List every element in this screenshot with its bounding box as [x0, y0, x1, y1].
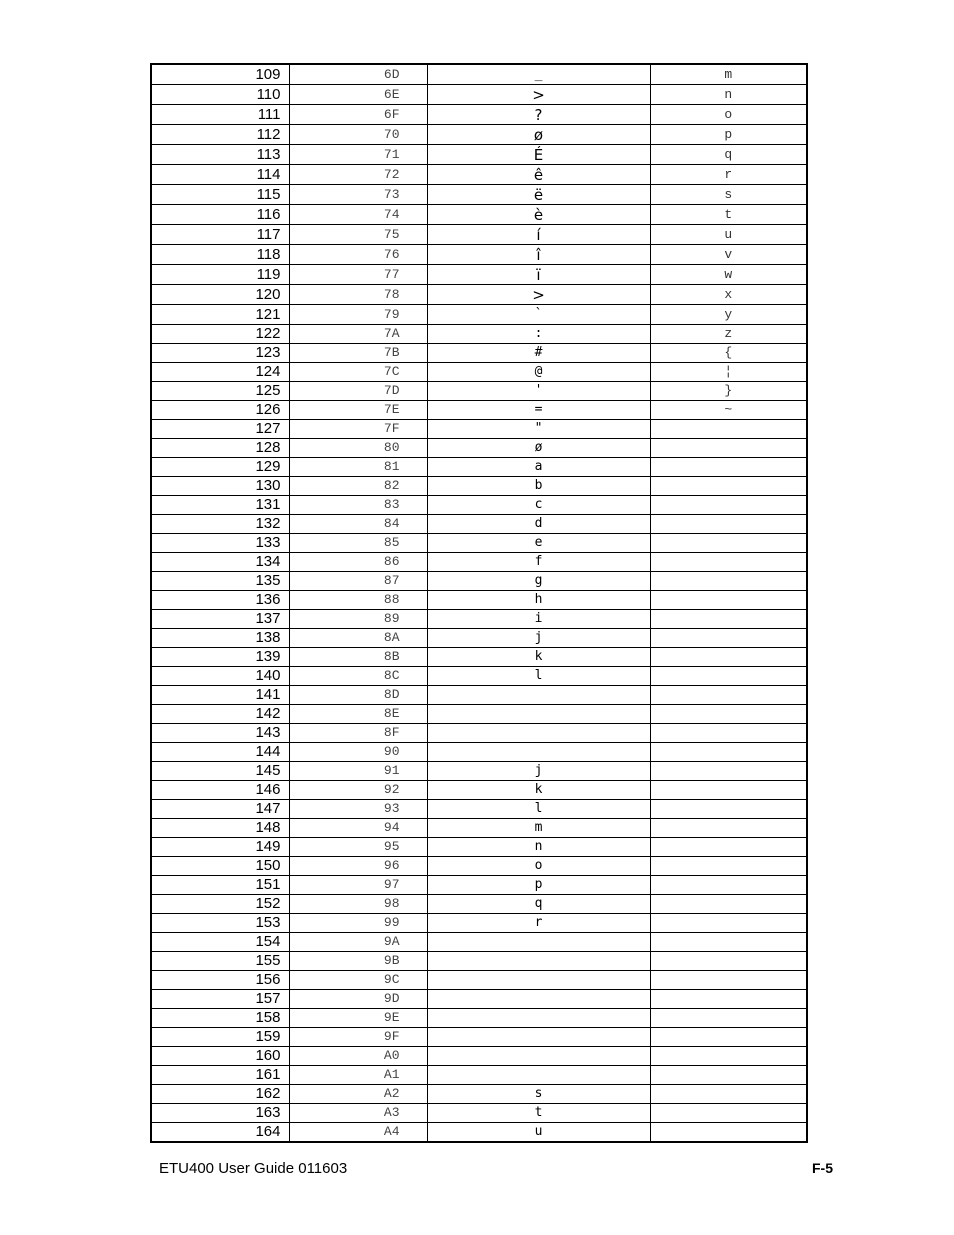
- decimal-cell: 141: [151, 686, 289, 705]
- hex-cell: A3: [289, 1104, 427, 1123]
- hex-cell: 7C: [289, 363, 427, 382]
- character-cell: h: [427, 591, 650, 610]
- character-cell: q: [427, 895, 650, 914]
- hex-cell: A0: [289, 1047, 427, 1066]
- decimal-cell: 161: [151, 1066, 289, 1085]
- character-cell: t: [427, 1104, 650, 1123]
- alt-character-cell: [650, 724, 807, 743]
- table-row: [151, 420, 807, 439]
- character-code-table: [150, 63, 808, 1143]
- character-cell: >: [427, 85, 650, 105]
- character-cell: [427, 724, 650, 743]
- alt-character-cell: }: [650, 382, 807, 401]
- hex-cell: 92: [289, 781, 427, 800]
- table-row: [151, 515, 807, 534]
- decimal-cell: 139: [151, 648, 289, 667]
- alt-character-cell: [650, 705, 807, 724]
- character-cell: [427, 933, 650, 952]
- character-cell: è: [427, 205, 650, 225]
- decimal-cell: 123: [151, 344, 289, 363]
- decimal-cell: 135: [151, 572, 289, 591]
- decimal-cell: 154: [151, 933, 289, 952]
- table-row: [151, 344, 807, 363]
- table-row: [151, 686, 807, 705]
- table-row: [151, 125, 807, 145]
- decimal-cell: 127: [151, 420, 289, 439]
- footer-document-title: ETU400 User Guide 011603: [159, 1160, 348, 1177]
- decimal-cell: 156: [151, 971, 289, 990]
- table-row: [151, 705, 807, 724]
- table-row: [151, 800, 807, 819]
- alt-character-cell: [650, 572, 807, 591]
- decimal-cell: 140: [151, 667, 289, 686]
- character-cell: _: [427, 64, 650, 85]
- table-row: [151, 382, 807, 401]
- character-cell: f: [427, 553, 650, 572]
- hex-cell: 8B: [289, 648, 427, 667]
- alt-character-cell: [650, 648, 807, 667]
- decimal-cell: 163: [151, 1104, 289, 1123]
- alt-character-cell: [650, 496, 807, 515]
- alt-character-cell: [650, 458, 807, 477]
- alt-character-cell: y: [650, 305, 807, 325]
- table-row: [151, 1104, 807, 1123]
- alt-character-cell: [650, 515, 807, 534]
- table-row: [151, 1009, 807, 1028]
- table-row: [151, 933, 807, 952]
- decimal-cell: 150: [151, 857, 289, 876]
- hex-cell: 6F: [289, 105, 427, 125]
- character-cell: [427, 686, 650, 705]
- decimal-cell: 151: [151, 876, 289, 895]
- decimal-cell: 160: [151, 1047, 289, 1066]
- alt-character-cell: [650, 895, 807, 914]
- hex-cell: A1: [289, 1066, 427, 1085]
- table-row: [151, 534, 807, 553]
- character-cell: @: [427, 363, 650, 382]
- footer-page-number: F-5: [812, 1160, 833, 1176]
- character-cell: e: [427, 534, 650, 553]
- decimal-cell: 125: [151, 382, 289, 401]
- table-row: [151, 305, 807, 325]
- hex-cell: 94: [289, 819, 427, 838]
- decimal-cell: 128: [151, 439, 289, 458]
- alt-character-cell: [650, 762, 807, 781]
- character-cell: ø: [427, 439, 650, 458]
- hex-cell: 77: [289, 265, 427, 285]
- character-cell: k: [427, 781, 650, 800]
- hex-cell: 83: [289, 496, 427, 515]
- character-cell: [427, 1028, 650, 1047]
- alt-character-cell: [650, 1028, 807, 1047]
- decimal-cell: 162: [151, 1085, 289, 1104]
- decimal-cell: 118: [151, 245, 289, 265]
- table-body: [151, 64, 807, 1142]
- character-cell: É: [427, 145, 650, 165]
- table-row: [151, 1123, 807, 1143]
- alt-character-cell: [650, 857, 807, 876]
- decimal-cell: 124: [151, 363, 289, 382]
- alt-character-cell: x: [650, 285, 807, 305]
- alt-character-cell: [650, 686, 807, 705]
- decimal-cell: 132: [151, 515, 289, 534]
- character-cell: g: [427, 572, 650, 591]
- alt-character-cell: [650, 838, 807, 857]
- hex-cell: 90: [289, 743, 427, 762]
- character-cell: ": [427, 420, 650, 439]
- character-cell: p: [427, 876, 650, 895]
- alt-character-cell: [650, 477, 807, 496]
- table-row: [151, 971, 807, 990]
- hex-cell: 9B: [289, 952, 427, 971]
- hex-cell: 6E: [289, 85, 427, 105]
- decimal-cell: 116: [151, 205, 289, 225]
- table-row: [151, 1047, 807, 1066]
- table-row: [151, 857, 807, 876]
- character-cell: =: [427, 401, 650, 420]
- character-cell: :: [427, 325, 650, 344]
- alt-character-cell: [650, 914, 807, 933]
- alt-character-cell: [650, 933, 807, 952]
- table-row: [151, 838, 807, 857]
- table-row: [151, 743, 807, 762]
- character-cell: >: [427, 285, 650, 305]
- decimal-cell: 149: [151, 838, 289, 857]
- decimal-cell: 143: [151, 724, 289, 743]
- table-row: [151, 145, 807, 165]
- table-row: [151, 1028, 807, 1047]
- decimal-cell: 122: [151, 325, 289, 344]
- hex-cell: 81: [289, 458, 427, 477]
- table-row: [151, 819, 807, 838]
- hex-cell: 8F: [289, 724, 427, 743]
- alt-character-cell: [650, 1104, 807, 1123]
- table-row: [151, 265, 807, 285]
- character-cell: [427, 705, 650, 724]
- table-row: [151, 363, 807, 382]
- decimal-cell: 136: [151, 591, 289, 610]
- character-cell: [427, 990, 650, 1009]
- alt-character-cell: [650, 819, 807, 838]
- character-cell: j: [427, 629, 650, 648]
- alt-character-cell: [650, 743, 807, 762]
- table-row: [151, 245, 807, 265]
- decimal-cell: 145: [151, 762, 289, 781]
- table-row: [151, 205, 807, 225]
- character-cell: d: [427, 515, 650, 534]
- table-row: [151, 85, 807, 105]
- alt-character-cell: z: [650, 325, 807, 344]
- character-cell: ': [427, 382, 650, 401]
- hex-cell: 91: [289, 762, 427, 781]
- character-cell: #: [427, 344, 650, 363]
- hex-cell: 7D: [289, 382, 427, 401]
- table-row: [151, 185, 807, 205]
- character-cell: î: [427, 245, 650, 265]
- decimal-cell: 112: [151, 125, 289, 145]
- character-cell: r: [427, 914, 650, 933]
- character-cell: c: [427, 496, 650, 515]
- character-cell: `: [427, 305, 650, 325]
- decimal-cell: 137: [151, 610, 289, 629]
- hex-cell: 96: [289, 857, 427, 876]
- alt-character-cell: [650, 971, 807, 990]
- hex-cell: 98: [289, 895, 427, 914]
- hex-cell: 9C: [289, 971, 427, 990]
- hex-cell: 85: [289, 534, 427, 553]
- alt-character-cell: {: [650, 344, 807, 363]
- alt-character-cell: [650, 420, 807, 439]
- alt-character-cell: ~: [650, 401, 807, 420]
- hex-cell: 9F: [289, 1028, 427, 1047]
- character-cell: [427, 952, 650, 971]
- character-cell: n: [427, 838, 650, 857]
- decimal-cell: 142: [151, 705, 289, 724]
- character-cell: [427, 1009, 650, 1028]
- decimal-cell: 158: [151, 1009, 289, 1028]
- alt-character-cell: s: [650, 185, 807, 205]
- hex-cell: 93: [289, 800, 427, 819]
- table-row: [151, 225, 807, 245]
- table-row: [151, 724, 807, 743]
- alt-character-cell: [650, 1123, 807, 1143]
- alt-character-cell: [650, 591, 807, 610]
- hex-cell: 80: [289, 439, 427, 458]
- decimal-cell: 134: [151, 553, 289, 572]
- character-cell: a: [427, 458, 650, 477]
- table-row: [151, 1066, 807, 1085]
- alt-character-cell: n: [650, 85, 807, 105]
- alt-character-cell: [650, 781, 807, 800]
- alt-character-cell: o: [650, 105, 807, 125]
- table-row: [151, 990, 807, 1009]
- hex-cell: 70: [289, 125, 427, 145]
- hex-cell: 87: [289, 572, 427, 591]
- hex-cell: 75: [289, 225, 427, 245]
- decimal-cell: 159: [151, 1028, 289, 1047]
- alt-character-cell: u: [650, 225, 807, 245]
- table-row: [151, 762, 807, 781]
- decimal-cell: 111: [151, 105, 289, 125]
- decimal-cell: 120: [151, 285, 289, 305]
- decimal-cell: 110: [151, 85, 289, 105]
- alt-character-cell: [650, 610, 807, 629]
- alt-character-cell: [650, 534, 807, 553]
- decimal-cell: 119: [151, 265, 289, 285]
- alt-character-cell: [650, 553, 807, 572]
- alt-character-cell: [650, 1066, 807, 1085]
- hex-cell: 86: [289, 553, 427, 572]
- hex-cell: 95: [289, 838, 427, 857]
- decimal-cell: 155: [151, 952, 289, 971]
- alt-character-cell: v: [650, 245, 807, 265]
- character-cell: i: [427, 610, 650, 629]
- table-row: [151, 667, 807, 686]
- character-cell: s: [427, 1085, 650, 1104]
- decimal-cell: 131: [151, 496, 289, 515]
- decimal-cell: 130: [151, 477, 289, 496]
- character-cell: [427, 1047, 650, 1066]
- hex-cell: 7F: [289, 420, 427, 439]
- table-row: [151, 439, 807, 458]
- table-row: [151, 1085, 807, 1104]
- character-cell: l: [427, 667, 650, 686]
- decimal-cell: 147: [151, 800, 289, 819]
- alt-character-cell: m: [650, 64, 807, 85]
- alt-character-cell: [650, 629, 807, 648]
- table-row: [151, 914, 807, 933]
- decimal-cell: 148: [151, 819, 289, 838]
- alt-character-cell: p: [650, 125, 807, 145]
- character-cell: ?: [427, 105, 650, 125]
- character-cell: b: [427, 477, 650, 496]
- hex-cell: 7B: [289, 344, 427, 363]
- hex-cell: 6D: [289, 64, 427, 85]
- hex-cell: 8E: [289, 705, 427, 724]
- character-cell: u: [427, 1123, 650, 1143]
- hex-cell: 84: [289, 515, 427, 534]
- decimal-cell: 164: [151, 1123, 289, 1143]
- table-row: [151, 610, 807, 629]
- hex-cell: 8D: [289, 686, 427, 705]
- decimal-cell: 117: [151, 225, 289, 245]
- hex-cell: 9A: [289, 933, 427, 952]
- hex-cell: A2: [289, 1085, 427, 1104]
- alt-character-cell: [650, 439, 807, 458]
- character-cell: ï: [427, 265, 650, 285]
- alt-character-cell: [650, 800, 807, 819]
- character-cell: k: [427, 648, 650, 667]
- character-cell: ë: [427, 185, 650, 205]
- decimal-cell: 152: [151, 895, 289, 914]
- alt-character-cell: ¦: [650, 363, 807, 382]
- decimal-cell: 115: [151, 185, 289, 205]
- hex-cell: 82: [289, 477, 427, 496]
- table-row: [151, 572, 807, 591]
- decimal-cell: 129: [151, 458, 289, 477]
- decimal-cell: 113: [151, 145, 289, 165]
- hex-cell: 89: [289, 610, 427, 629]
- alt-character-cell: w: [650, 265, 807, 285]
- table-row: [151, 553, 807, 572]
- table-row: [151, 165, 807, 185]
- hex-cell: 72: [289, 165, 427, 185]
- table-row: [151, 952, 807, 971]
- table-row: [151, 591, 807, 610]
- table-row: [151, 458, 807, 477]
- alt-character-cell: [650, 667, 807, 686]
- hex-cell: 99: [289, 914, 427, 933]
- table-row: [151, 64, 807, 85]
- table-row: [151, 105, 807, 125]
- hex-cell: 76: [289, 245, 427, 265]
- alt-character-cell: [650, 952, 807, 971]
- character-cell: m: [427, 819, 650, 838]
- hex-cell: 71: [289, 145, 427, 165]
- alt-character-cell: [650, 1009, 807, 1028]
- character-cell: [427, 743, 650, 762]
- hex-cell: 73: [289, 185, 427, 205]
- hex-cell: A4: [289, 1123, 427, 1143]
- character-cell: o: [427, 857, 650, 876]
- table-row: [151, 629, 807, 648]
- table-row: [151, 781, 807, 800]
- alt-character-cell: [650, 1047, 807, 1066]
- character-cell: ø: [427, 125, 650, 145]
- alt-character-cell: [650, 876, 807, 895]
- decimal-cell: 146: [151, 781, 289, 800]
- character-cell: [427, 1066, 650, 1085]
- hex-cell: 88: [289, 591, 427, 610]
- decimal-cell: 126: [151, 401, 289, 420]
- hex-cell: 79: [289, 305, 427, 325]
- table-row: [151, 477, 807, 496]
- hex-cell: 8C: [289, 667, 427, 686]
- hex-cell: 74: [289, 205, 427, 225]
- alt-character-cell: t: [650, 205, 807, 225]
- decimal-cell: 153: [151, 914, 289, 933]
- table-row: [151, 325, 807, 344]
- character-cell: l: [427, 800, 650, 819]
- decimal-cell: 157: [151, 990, 289, 1009]
- table-row: [151, 401, 807, 420]
- hex-cell: 78: [289, 285, 427, 305]
- alt-character-cell: [650, 1085, 807, 1104]
- hex-cell: 9D: [289, 990, 427, 1009]
- alt-character-cell: q: [650, 145, 807, 165]
- decimal-cell: 114: [151, 165, 289, 185]
- decimal-cell: 138: [151, 629, 289, 648]
- character-cell: [427, 971, 650, 990]
- decimal-cell: 121: [151, 305, 289, 325]
- hex-cell: 8A: [289, 629, 427, 648]
- table-row: [151, 496, 807, 515]
- character-cell: í: [427, 225, 650, 245]
- decimal-cell: 109: [151, 64, 289, 85]
- alt-character-cell: r: [650, 165, 807, 185]
- table-row: [151, 895, 807, 914]
- hex-cell: 97: [289, 876, 427, 895]
- character-cell: j: [427, 762, 650, 781]
- table-row: [151, 876, 807, 895]
- hex-cell: 9E: [289, 1009, 427, 1028]
- decimal-cell: 133: [151, 534, 289, 553]
- character-cell: ê: [427, 165, 650, 185]
- hex-cell: 7E: [289, 401, 427, 420]
- alt-character-cell: [650, 990, 807, 1009]
- decimal-cell: 144: [151, 743, 289, 762]
- table-row: [151, 648, 807, 667]
- table-row: [151, 285, 807, 305]
- hex-cell: 7A: [289, 325, 427, 344]
